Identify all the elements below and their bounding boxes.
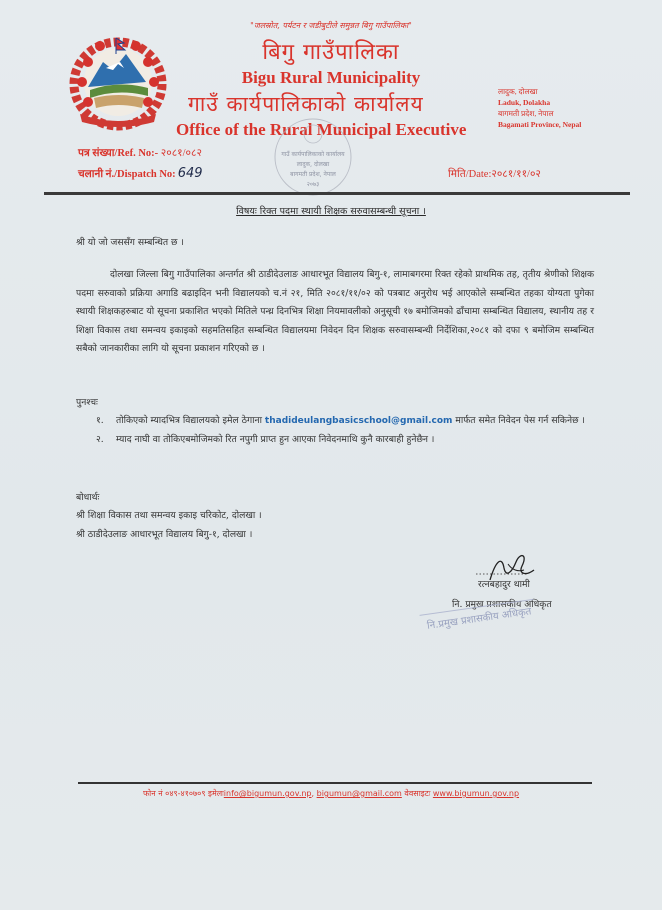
office-stamp-line1: गाउँ कार्यपालिकाको कार्यालय [281, 151, 345, 158]
list-item-number: १. [96, 415, 104, 426]
footer-separator: , [311, 789, 317, 798]
address-line2-english: Bagamati Province, Nepal [498, 120, 582, 129]
office-address [498, 86, 581, 130]
school-email-link[interactable]: thadideulangbasicschool@gmail.com [264, 416, 453, 426]
list-item-number: २. [96, 433, 104, 445]
cc-label: बोधार्थः [76, 492, 100, 503]
salutation: श्री यो जो जससँग सम्बन्धित छ । [76, 237, 184, 248]
signer-name: रत्नबहादुर थामी [478, 579, 530, 590]
footer-email-gmail[interactable]: bigumun@gmail.com [316, 789, 402, 798]
ref-label: पत्र संख्या/Ref. No:- [78, 148, 159, 159]
dispatch-number [78, 166, 203, 181]
office-stamp-line2: लादुक, दोलखा [296, 161, 330, 168]
note-text-before: तोकिएको म्यादभित्र विद्यालयको इमेल ठेगाना [116, 415, 265, 426]
ref-value: २०८१/०८२ [160, 148, 202, 159]
reference-number [78, 146, 202, 160]
footer-divider [78, 782, 592, 784]
dispatch-value: 649 [177, 166, 203, 181]
letter-date [448, 167, 541, 181]
designation-stamp: नि.प्रमुख प्रशासकीय अधिकृत [426, 603, 532, 632]
footer-contact [0, 788, 662, 799]
note-text-after: मार्फत समेत निवेदन पेस गर्न सकिनेछ । [452, 415, 585, 426]
footer-phone: फोन नं ०४९-४१०७०९ इमेलः [142, 789, 224, 798]
office-stamp-line3: बागमती प्रदेश, नेपाल [290, 171, 336, 178]
list-item-text [116, 412, 594, 431]
cc-item: श्री शिक्षा विकास तथा समन्वय इकाइ चरिकोट, दोलखा । [76, 510, 262, 521]
office-title-english: Office of the Rural Municipal Executive [176, 120, 467, 139]
office-title-nepali: गाउँ कार्यपालिकाको कार्यालय [188, 92, 424, 116]
tagline: "जलस्रोत, पर्यटन र जडीबुटीले समुन्नत बिगु गाउँपालिका" [250, 21, 412, 30]
office-stamp-line4: २०७३ [306, 181, 320, 188]
municipality-title-nepali: बिगु गाउँपालिका [262, 40, 400, 65]
subject-text: विषयः रिक्त पदमा स्थायी शिक्षक सरुवासम्बन्धी सूचना । [236, 206, 426, 217]
list-item [96, 431, 594, 450]
municipality-title-english: Bigu Rural Municipality [241, 68, 421, 87]
header-divider [44, 192, 630, 195]
list-item-text: म्याद नाघी वा तोकिएबमोजिमको रित नपुगी प्राप्त हुन आएका निवेदनमाथि कुनै कारबाही हुनेछैन । [116, 433, 435, 445]
footer-email-info[interactable]: info@bigumun.gov.np [223, 789, 312, 798]
postscript-label: पुनश्चः [76, 397, 98, 408]
cc-list [76, 507, 262, 544]
cc-item: श्री ठाडीदेउलाङ आधारभूत विद्यालय बिगु-१, दोलखा । [76, 528, 253, 540]
office-stamp-icon [272, 116, 354, 198]
body-paragraph: दोलखा जिल्ला बिगु गाउँपालिका अन्तर्गत श्री ठाडीदेउलाङ आधारभूत विद्यालय बिगु-१, लामाबगरमा रिक्त रहेको प्राथमिक तह, तृतीय श्रेणीको शिक्षक पदमा सरुवाको प्रक्रिया अगाडि बढाइदिन भनी विद्यालयको च.नं २१, मिति २०८१/११/०२ को पत्रबाट अनुरोध भई आएकोले सम्बन्धित तहका योग्यता पुगेका स्थायी शिक्षकहरुबाट यो सूचना प्रकाशित भएको मितिले पन्ध्र दिनभित्र शिक्षा नियमावलीको अनुसूची १७ बमोजिमको ढाँचामा सम्बन्धित विद्यालय, स्थानीय तह र शिक्षा विकास तथा समन्वय इकाइको सहमतिसहित सम्बन्धित विद्यालयमा निवेदन दिन शिक्षक सरुवासम्बन्धी निर्देशिका,२०८१ को दफा ९ बमोजिम सम्बन्धित सबैको जानकारीका लागि यो सूचना प्रकाशन गरिएको छ । [76, 269, 594, 355]
footer-website-link[interactable]: www.bigumun.gov.np [432, 789, 520, 798]
address-line2-nepali: बागमती प्रदेश, नेपाल [498, 109, 554, 118]
address-line1-english: Laduk, Dolakha [498, 98, 551, 107]
signer-title: नि. प्रमुख प्रशासकीय अधिकृत [452, 599, 552, 610]
postscript-list [96, 412, 594, 449]
address-line1-nepali: लादुक, दोलखा [498, 87, 538, 96]
date-label: मिति/Date: [448, 169, 492, 180]
list-item [96, 412, 594, 431]
dispatch-label: चलानी नं./Dispatch No: [78, 169, 176, 180]
footer-website-label: वेवसाइटः [401, 789, 433, 798]
date-value: २०८१/११/०२ [491, 169, 541, 180]
letter-subject [0, 204, 662, 217]
